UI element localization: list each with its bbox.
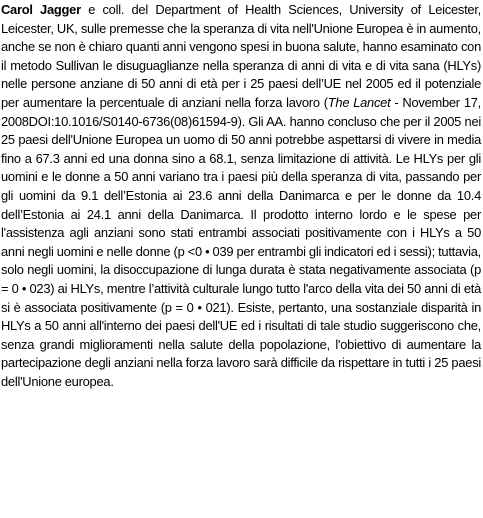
author-name: Carol Jagger: [1, 2, 81, 17]
article-intro-text: e coll. del Department of Health Sciences, University of Leicester, Leicester, UK, sulle premesse che la speranza di vita nell'Unione Europea è in aumento, anche se non è chiaro quanti anni vengono spesi in buona salute, hanno esaminato con il metodo Sullivan le disuguaglianze nella speranza di anni di vita e di vita sana (HLYs) nelle persone anziane di 50 anni di età per i 25 paesi dell’UE nel 2005 ed il potenziale per aumentare la percentuale di anziani nella forza lavoro (: [1, 2, 481, 110]
journal-name: The Lancet: [327, 94, 391, 110]
article-paragraph: [1, 1, 481, 391]
article-body-text: - November 17, 2008DOI:10.1016/S0140-6736(08)61594-9). Gli AA. hanno concluso che per il 2005 nei 25 paesi dell'Unione Europea un uomo di 50 anni potrebbe aspettarsi di vivere in media fino a 67.3 anni ed una donna sino a 68.1, senza limitazione di attività. Le HLYs per gli uomini e le donne a 50 anni variano tra i paesi più della speranza di vita, passando per gli uomini da 9.1 dell’Estonia ai 23.6 anni della Danimarca e per le donne da 10.4 dell’Estonia ai 24.1 anni della Danimarca. Il prodotto interno lordo e le spese per l'assistenza agli anziani sono stati entrambi associati positivamente con i HLYs a 50 anni negli uomini e nelle donne (p <0 • 039 per entrambi gli indicatori ed i sessi); tuttavia, solo negli uomini, la disoccupazione di lunga durata è stata negativamente associata (p = 0 • 023) ai HLYs, mentre l’attività culturale lungo tutto l'arco della vita dei 50 anni di età si è associata positivamente (p = 0 • 021). Esiste, pertanto, una sostanziale disparità in HLYs a 50 anni all'interno dei paesi dell'UE ed i risultati di tale studio suggeriscono che, senza grandi miglioramenti nella salute della popolazione, l'obiettivo di aumentare la partecipazione degli anziani nella forza lavoro sarà difficile da rispettare in tutti i 25 paesi dell'Unione europea.: [1, 94, 481, 389]
